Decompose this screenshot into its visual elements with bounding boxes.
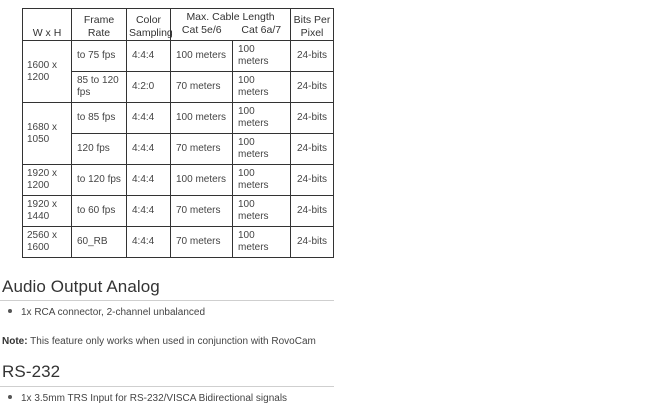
bits-per-pixel-cell: 24-bits bbox=[291, 41, 334, 72]
bits-per-pixel-cell: 24-bits bbox=[291, 196, 334, 227]
table-body bbox=[23, 41, 334, 258]
rs232-heading: RS-232 bbox=[2, 362, 61, 381]
bits-per-pixel-cell: 24-bits bbox=[291, 134, 334, 165]
color-sampling-cell: 4:2:0 bbox=[127, 72, 171, 103]
resolution-cell: 2560 x 1600 bbox=[23, 227, 72, 258]
header-frame-rate: Frame Rate bbox=[72, 9, 127, 41]
cat5-length-cell: 70 meters bbox=[171, 196, 233, 227]
audio-bullet-item bbox=[8, 307, 205, 318]
resolution-cell: 1600 x 1200 bbox=[23, 41, 72, 103]
bullet-icon bbox=[8, 309, 12, 313]
color-sampling-cell: 4:4:4 bbox=[127, 196, 171, 227]
rs232-heading-divider bbox=[0, 386, 334, 387]
audio-bullet-text: 1x RCA connector, 2-channel unbalanced bbox=[21, 307, 206, 318]
color-sampling-cell: 4:4:4 bbox=[127, 103, 171, 134]
bits-per-pixel-cell: 24-bits bbox=[291, 103, 334, 134]
table-row bbox=[23, 196, 334, 227]
audio-heading-divider bbox=[0, 300, 334, 301]
note-label: Note: bbox=[2, 336, 28, 347]
frame-rate-cell: to 75 fps bbox=[72, 41, 127, 72]
frame-rate-cell: to 60 fps bbox=[72, 196, 127, 227]
rs232-bullet-item bbox=[8, 393, 287, 404]
frame-rate-cell: 60_RB bbox=[72, 227, 127, 258]
audio-output-heading: Audio Output Analog bbox=[2, 277, 160, 296]
table-row bbox=[23, 165, 334, 196]
resolution-cell: 1920 x 1200 bbox=[23, 165, 72, 196]
frame-rate-cell: 85 to 120 fps bbox=[72, 72, 127, 103]
cat5-length-cell: 100 meters bbox=[171, 165, 233, 196]
frame-rate-cell: to 85 fps bbox=[72, 103, 127, 134]
header-bits-per-pixel: Bits Per Pixel bbox=[291, 9, 334, 41]
bits-per-pixel-cell: 24-bits bbox=[291, 72, 334, 103]
color-sampling-cell: 4:4:4 bbox=[127, 134, 171, 165]
header-max-cable-length: Max. Cable Length bbox=[171, 9, 291, 24]
table-row bbox=[23, 227, 334, 258]
bits-per-pixel-cell: 24-bits bbox=[291, 165, 334, 196]
header-color-sampling: Color Sampling bbox=[127, 9, 171, 41]
cat5-length-cell: 70 meters bbox=[171, 72, 233, 103]
frame-rate-cell: to 120 fps bbox=[72, 165, 127, 196]
header-cat5: Cat 5e/6 bbox=[171, 24, 233, 41]
table-row bbox=[23, 41, 334, 72]
cat5-length-cell: 70 meters bbox=[171, 227, 233, 258]
bullet-icon bbox=[8, 395, 12, 399]
cat6-length-cell: 100 meters bbox=[233, 165, 291, 196]
cat6-length-cell: 100 meters bbox=[233, 41, 291, 72]
color-sampling-cell: 4:4:4 bbox=[127, 165, 171, 196]
note-text: This feature only works when used in conjunction with RovoCam bbox=[27, 336, 316, 347]
header-cat6: Cat 6a/7 bbox=[233, 24, 291, 41]
color-sampling-cell: 4:4:4 bbox=[127, 41, 171, 72]
video-spec-table bbox=[22, 8, 334, 258]
note-line bbox=[2, 336, 316, 347]
frame-rate-cell: 120 fps bbox=[72, 134, 127, 165]
rs232-bullet-text: 1x 3.5mm TRS Input for RS-232/VISCA Bidirectional signals bbox=[21, 393, 288, 404]
resolution-cell: 1920 x 1440 bbox=[23, 196, 72, 227]
resolution-cell: 1680 x 1050 bbox=[23, 103, 72, 165]
header-wxh: W x H bbox=[23, 9, 72, 41]
cat5-length-cell: 70 meters bbox=[171, 134, 233, 165]
cat6-length-cell: 100 meters bbox=[233, 72, 291, 103]
cat6-length-cell: 100 meters bbox=[233, 227, 291, 258]
cat6-length-cell: 100 meters bbox=[233, 103, 291, 134]
bits-per-pixel-cell: 24-bits bbox=[291, 227, 334, 258]
cat5-length-cell: 100 meters bbox=[171, 41, 233, 72]
table-row bbox=[23, 103, 334, 134]
cat5-length-cell: 100 meters bbox=[171, 103, 233, 134]
color-sampling-cell: 4:4:4 bbox=[127, 227, 171, 258]
table-header bbox=[23, 9, 334, 41]
cat6-length-cell: 100 meters bbox=[233, 134, 291, 165]
cat6-length-cell: 100 meters bbox=[233, 196, 291, 227]
